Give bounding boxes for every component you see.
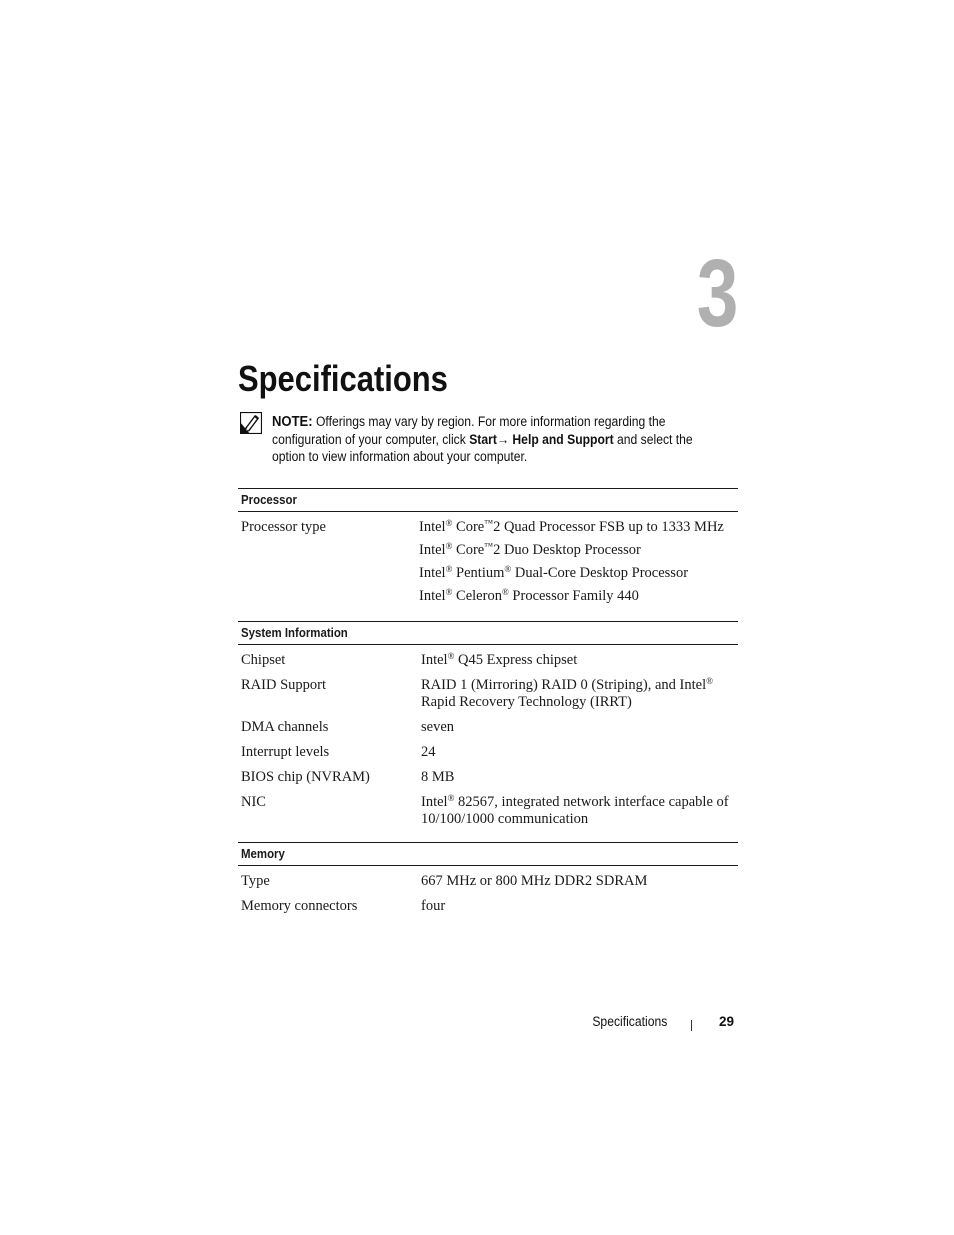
- spec-value: RAID 1 (Mirroring) RAID 0 (Striping), and Intel® Rapid Recovery Technology (IRRT): [421, 676, 713, 710]
- processor-header: Processor: [238, 488, 738, 512]
- spec-value: four: [421, 898, 446, 914]
- note-text: [272, 413, 722, 465]
- system-information-header: System Information: [238, 621, 738, 645]
- spec-row-chipset: [238, 652, 738, 669]
- processor-value-line: Intel® Pentium® Dual-Core Desktop Processor: [419, 564, 689, 581]
- spec-label: Chipset: [241, 652, 286, 668]
- spec-label: DMA channels: [241, 719, 329, 735]
- memory-header: Memory: [238, 842, 738, 866]
- spec-value: [419, 519, 738, 611]
- spec-row-dma-channels: [238, 719, 738, 736]
- page-number: 29: [718, 1014, 734, 1029]
- note-text-after: and select the option to view information about your computer.: [272, 432, 693, 464]
- processor-value-line: Intel® Core™2 Duo Desktop Processor: [419, 541, 641, 558]
- note-text-before: Offerings may vary by region. For more information regarding the configuration of your computer, click: [272, 414, 666, 447]
- note-label: NOTE:: [272, 414, 313, 430]
- spec-label: Interrupt levels: [241, 744, 330, 760]
- note-start: Start: [469, 432, 497, 447]
- spec-row-nic: [238, 794, 738, 828]
- memory-section: [238, 842, 738, 915]
- spec-row-processor-type: [238, 519, 738, 611]
- spec-value: 667 MHz or 800 MHz DDR2 SDRAM: [421, 873, 648, 889]
- spec-label: NIC: [241, 794, 266, 810]
- spec-label: Processor type: [241, 519, 326, 535]
- spec-row-memory-connectors: [238, 898, 738, 915]
- chapter-number: 3: [696, 240, 738, 347]
- system-information-section: [238, 621, 738, 828]
- spec-value: seven: [421, 719, 455, 735]
- spec-row-memory-type: [238, 873, 738, 890]
- spec-value: 8 MB: [421, 769, 455, 785]
- processor-value-line: Intel® Celeron® Processor Family 440: [419, 587, 639, 604]
- spec-value: 24: [421, 744, 436, 760]
- spec-value: Intel® 82567, integrated network interface capable of 10/100/1000 communication: [421, 793, 729, 827]
- note-pencil-icon: [240, 412, 262, 434]
- note-arrow: →: [496, 432, 510, 447]
- spec-value: Intel® Q45 Express chipset: [421, 651, 578, 668]
- spec-label: BIOS chip (NVRAM): [241, 769, 370, 785]
- spec-label: Type: [241, 873, 270, 889]
- spec-row-bios-chip: [238, 769, 738, 786]
- page-title: Specifications: [238, 358, 448, 399]
- footer-separator: [691, 1020, 692, 1031]
- footer-section-title: Specifications: [592, 1014, 667, 1029]
- spec-row-interrupt-levels: [238, 744, 738, 761]
- spec-label: RAID Support: [241, 677, 326, 693]
- spec-label: Memory connectors: [241, 898, 358, 914]
- note-help: Help and Support: [509, 432, 614, 447]
- spec-row-raid-support: [238, 677, 738, 711]
- processor-value-line: Intel® Core™2 Quad Processor FSB up to 1333 MHz: [419, 518, 724, 535]
- processor-section: [238, 488, 738, 611]
